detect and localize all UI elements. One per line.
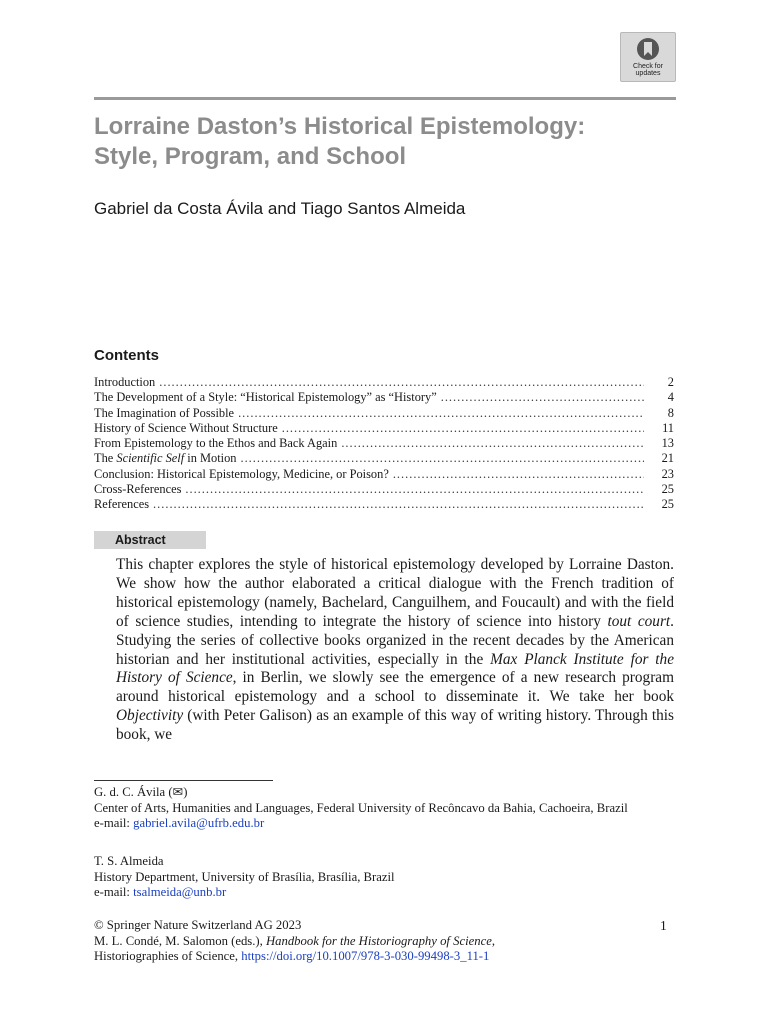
page-number: 1 — [660, 918, 667, 933]
toc-leader — [282, 421, 644, 436]
toc-entry[interactable] — [94, 406, 674, 421]
affiliation-email-line — [94, 885, 684, 901]
toc-entry[interactable] — [94, 467, 674, 482]
affiliation-email-line — [94, 816, 684, 832]
editors: M. L. Condé, M. Salomon (eds.), — [94, 933, 266, 948]
badge-text — [633, 63, 663, 77]
toc-page: 23 — [661, 466, 674, 481]
abstract-text-1: This chapter explores the style of historical epistemology developed by Lorraine Daston. We show how the author elaborated a critical dialogue with the French tradition of historical epistemology (namely, Bachelard, Canguilhem, and Foucault) and with the field of science studies, intending to integrate the history of science into history — [116, 556, 674, 630]
toc-entry[interactable] — [94, 451, 674, 466]
toc-page: 13 — [661, 436, 674, 451]
toc-title — [94, 451, 236, 466]
check-for-updates-badge[interactable] — [620, 32, 676, 82]
title-line-1: Lorraine Daston’s Historical Epistemology: — [94, 113, 586, 140]
toc-title: From Epistemology to the Ethos and Back Again — [94, 436, 338, 451]
editors-post: , — [491, 933, 496, 948]
toc-title: Cross-References — [94, 482, 182, 497]
toc-leader — [159, 375, 644, 390]
abstract-em-2: Max Planck Institute for the History of Science — [116, 650, 674, 687]
affiliation-name — [94, 785, 684, 801]
abstract-text-4: (with Peter Galison) as an example of this way of writing history. Through this book, we — [116, 707, 674, 744]
author-name: T. S. Almeida — [94, 854, 164, 868]
abstract-text-3: , in Berlin, we slowly see the emergence of a new research program around historical epistemology and a school to disseminate it. We take her book — [116, 669, 674, 706]
table-of-contents — [94, 375, 674, 513]
badge-line-2: updates — [635, 70, 661, 77]
toc-page: 21 — [661, 451, 674, 466]
toc-title: The Development of a Style: “Historical Epistemology” as “History” — [94, 390, 437, 405]
envelope-icon[interactable]: ✉ — [172, 785, 184, 799]
toc-leader — [393, 467, 644, 482]
series: Historiographies of Science, — [94, 949, 242, 964]
email-link[interactable]: tsalmeida@unb.br — [133, 885, 227, 899]
toc-title: Conclusion: Historical Epistemology, Medicine, or Poison? — [94, 466, 389, 481]
toc-title: History of Science Without Structure — [94, 420, 278, 435]
footnote-rule — [94, 780, 273, 781]
toc-entry[interactable] — [94, 375, 674, 390]
toc-title: The Imagination of Possible — [94, 405, 235, 420]
toc-entry[interactable] — [94, 436, 674, 451]
citation-series — [94, 949, 684, 965]
abstract-text-2: . Studying the series of collective books organized in the recent decades by the American historian and her institutional activities, especially in the — [116, 612, 674, 668]
affiliation-dept: History Department, University of Brasília, Brasília, Brazil — [94, 869, 395, 884]
contents-heading: Contents — [94, 347, 159, 364]
toc-title: Introduction — [94, 375, 156, 389]
toc-entry[interactable] — [94, 421, 674, 436]
title-line-2: Style, Program, and School — [94, 143, 407, 170]
email-label: e-mail: — [94, 816, 134, 830]
header-rule — [94, 97, 676, 100]
toc-leader — [185, 482, 644, 497]
author-name-close: ) — [183, 785, 188, 799]
abstract-label: Abstract — [94, 531, 206, 549]
email-label: e-mail: — [94, 885, 134, 899]
toc-title-post: in Motion — [184, 451, 237, 466]
toc-page: 4 — [667, 390, 674, 405]
toc-leader — [238, 406, 644, 421]
copyright: © Springer Nature Switzerland AG 2023 — [94, 918, 302, 932]
toc-title: References — [94, 497, 150, 512]
book-title: Handbook for the Historiography of Science — [265, 933, 492, 948]
toc-leader — [341, 436, 644, 451]
toc-entry[interactable] — [94, 390, 674, 405]
toc-leader — [441, 390, 644, 405]
toc-leader — [240, 451, 644, 466]
toc-title-pre: The — [94, 451, 117, 466]
doi-link[interactable]: https://doi.org/10.1007/978-3-030-99498-3_11-1 — [241, 949, 490, 964]
author-name: G. d. C. Ávila ( — [94, 785, 173, 799]
affiliation-dept: Center of Arts, Humanities and Languages, Federal University of Recôncavo da Bahia, Cachoeira, Brazil — [94, 800, 628, 815]
affiliation-almeida — [94, 854, 684, 901]
toc-entry[interactable] — [94, 497, 674, 512]
toc-page: 2 — [667, 375, 674, 389]
citation-editors — [94, 934, 684, 950]
affiliation-avila — [94, 785, 684, 832]
toc-page: 8 — [667, 405, 674, 420]
toc-page: 25 — [661, 482, 674, 497]
badge-line-1: Check for — [633, 63, 663, 70]
chapter-title — [94, 112, 684, 172]
abstract-em-3: Objectivity — [116, 707, 184, 725]
affiliation-name — [94, 854, 684, 870]
authors: Gabriel da Costa Ávila and Tiago Santos Almeida — [94, 199, 466, 218]
toc-page: 25 — [661, 497, 674, 512]
toc-title-em: Scientific Self — [116, 451, 185, 466]
abstract-text — [116, 556, 674, 745]
toc-leader — [153, 497, 644, 512]
bookmark-ribbon-icon — [635, 37, 661, 61]
toc-page: 11 — [662, 420, 674, 435]
toc-entry[interactable] — [94, 482, 674, 497]
footer — [94, 918, 684, 965]
abstract-em-1: tout court — [607, 612, 671, 630]
email-link[interactable]: gabriel.avila@ufrb.edu.br — [133, 816, 265, 830]
